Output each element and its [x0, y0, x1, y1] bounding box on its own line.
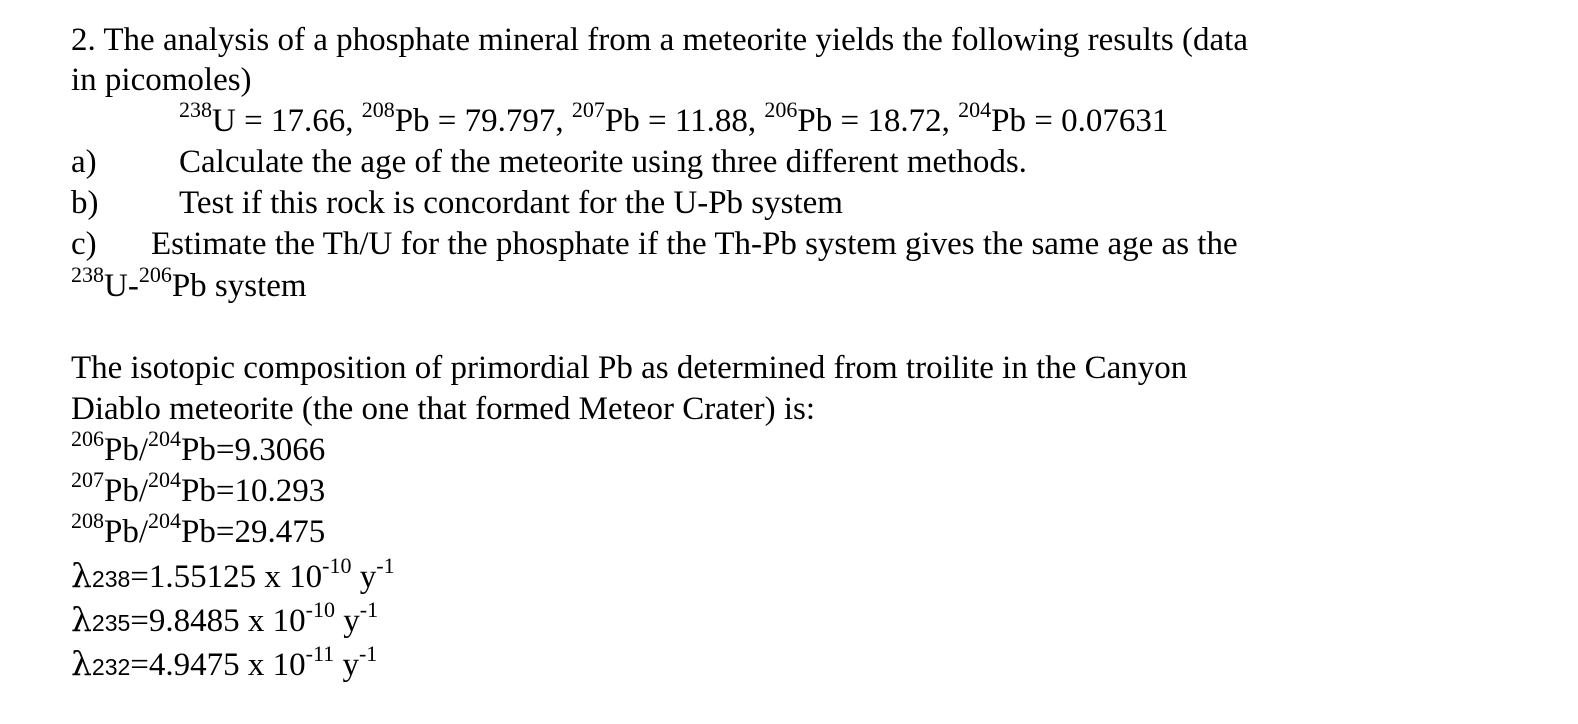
- ratio-value: Pb=9.3066: [181, 432, 326, 468]
- question-c-continuation: [71, 262, 307, 306]
- question-c: [71, 224, 1238, 264]
- decay-constant-235: [71, 597, 379, 643]
- decay-constant-unit: y: [335, 603, 360, 639]
- question-b-text: Test if this rock is concordant for the U-Pb system: [179, 185, 843, 221]
- problem-line-2: in picomoles): [71, 62, 252, 98]
- pb208-value: Pb = 79.797,: [394, 103, 572, 139]
- ratio-numerator-isotope: 208: [71, 508, 104, 533]
- ratio-denominator-isotope: 204: [148, 426, 182, 451]
- question-b: [71, 183, 843, 223]
- ratio-value: Pb=29.475: [181, 514, 326, 550]
- question-a-label: a): [71, 144, 97, 180]
- ratio-208-204: [71, 508, 326, 552]
- pb204-value: Pb = 0.07631: [991, 103, 1169, 139]
- pb204-isotope: 204: [958, 97, 992, 122]
- decay-constant-unit: y: [334, 647, 359, 683]
- c-u238-isotope: 238: [71, 262, 104, 287]
- question-b-label: b): [71, 185, 99, 221]
- decay-constant-unit-exponent: -1: [358, 641, 378, 666]
- ratio-207-204: [71, 467, 326, 511]
- decay-constant-value: =9.8485 x 10: [130, 603, 306, 639]
- c-u-text: U-: [104, 268, 139, 304]
- lambda-symbol: λ: [71, 600, 92, 639]
- decay-constant-unit-exponent: -1: [376, 553, 395, 578]
- question-c-text: Estimate the Th/U for the phosphate if the Th-Pb system gives the same age as the: [151, 226, 1238, 262]
- decay-constant-value: =1.55125 x 10: [130, 559, 323, 595]
- ratio-pb-slash: Pb/: [104, 473, 149, 509]
- decay-constant-exponent: -11: [305, 641, 335, 666]
- decay-constant-238: [71, 553, 395, 599]
- ratio-numerator-isotope: 207: [71, 467, 104, 492]
- ratio-pb-slash: Pb/: [104, 432, 149, 468]
- pb208-isotope: 208: [361, 97, 395, 122]
- u238-isotope: 238: [179, 97, 212, 122]
- question-c-label: c): [71, 226, 97, 262]
- problem-line-1: 2. The analysis of a phosphate mineral from a meteorite yields the following results (data: [71, 22, 1248, 58]
- primordial-line-1: The isotopic composition of primordial Pb as determined from troilite in the Canyon: [71, 350, 1188, 386]
- c-pb206-isotope: 206: [138, 262, 172, 287]
- ratio-denominator-isotope: 204: [148, 467, 182, 492]
- ratio-denominator-isotope: 204: [148, 508, 182, 533]
- c-pb-system-text: Pb system: [171, 268, 307, 304]
- lambda-subscript: 235: [91, 610, 131, 636]
- lambda-subscript: 232: [91, 654, 131, 680]
- isotope-data-line: [179, 97, 1169, 141]
- u238-value: U = 17.66,: [212, 103, 362, 139]
- question-a: [71, 142, 1027, 182]
- pb207-value: Pb = 11.88,: [604, 103, 765, 139]
- primordial-line-2: Diablo meteorite (the one that formed Meteor Crater) is:: [71, 391, 816, 427]
- question-a-text: Calculate the age of the meteorite using three different methods.: [179, 144, 1027, 180]
- lambda-symbol: λ: [71, 644, 92, 683]
- pb206-isotope: 206: [764, 97, 798, 122]
- decay-constant-value: =4.9475 x 10: [130, 647, 306, 683]
- ratio-206-204: [71, 426, 326, 470]
- decay-constant-unit: y: [351, 559, 377, 595]
- ratio-numerator-isotope: 206: [71, 426, 104, 451]
- pb206-value: Pb = 18.72,: [797, 103, 959, 139]
- decay-constant-exponent: -10: [305, 597, 335, 622]
- lambda-symbol: λ: [71, 556, 92, 595]
- pb207-isotope: 207: [571, 97, 605, 122]
- decay-constant-exponent: -10: [322, 553, 352, 578]
- ratio-pb-slash: Pb/: [104, 514, 149, 550]
- decay-constant-232: [71, 641, 378, 687]
- decay-constant-unit-exponent: -1: [359, 597, 379, 622]
- ratio-value: Pb=10.293: [181, 473, 326, 509]
- lambda-subscript: 238: [91, 566, 131, 592]
